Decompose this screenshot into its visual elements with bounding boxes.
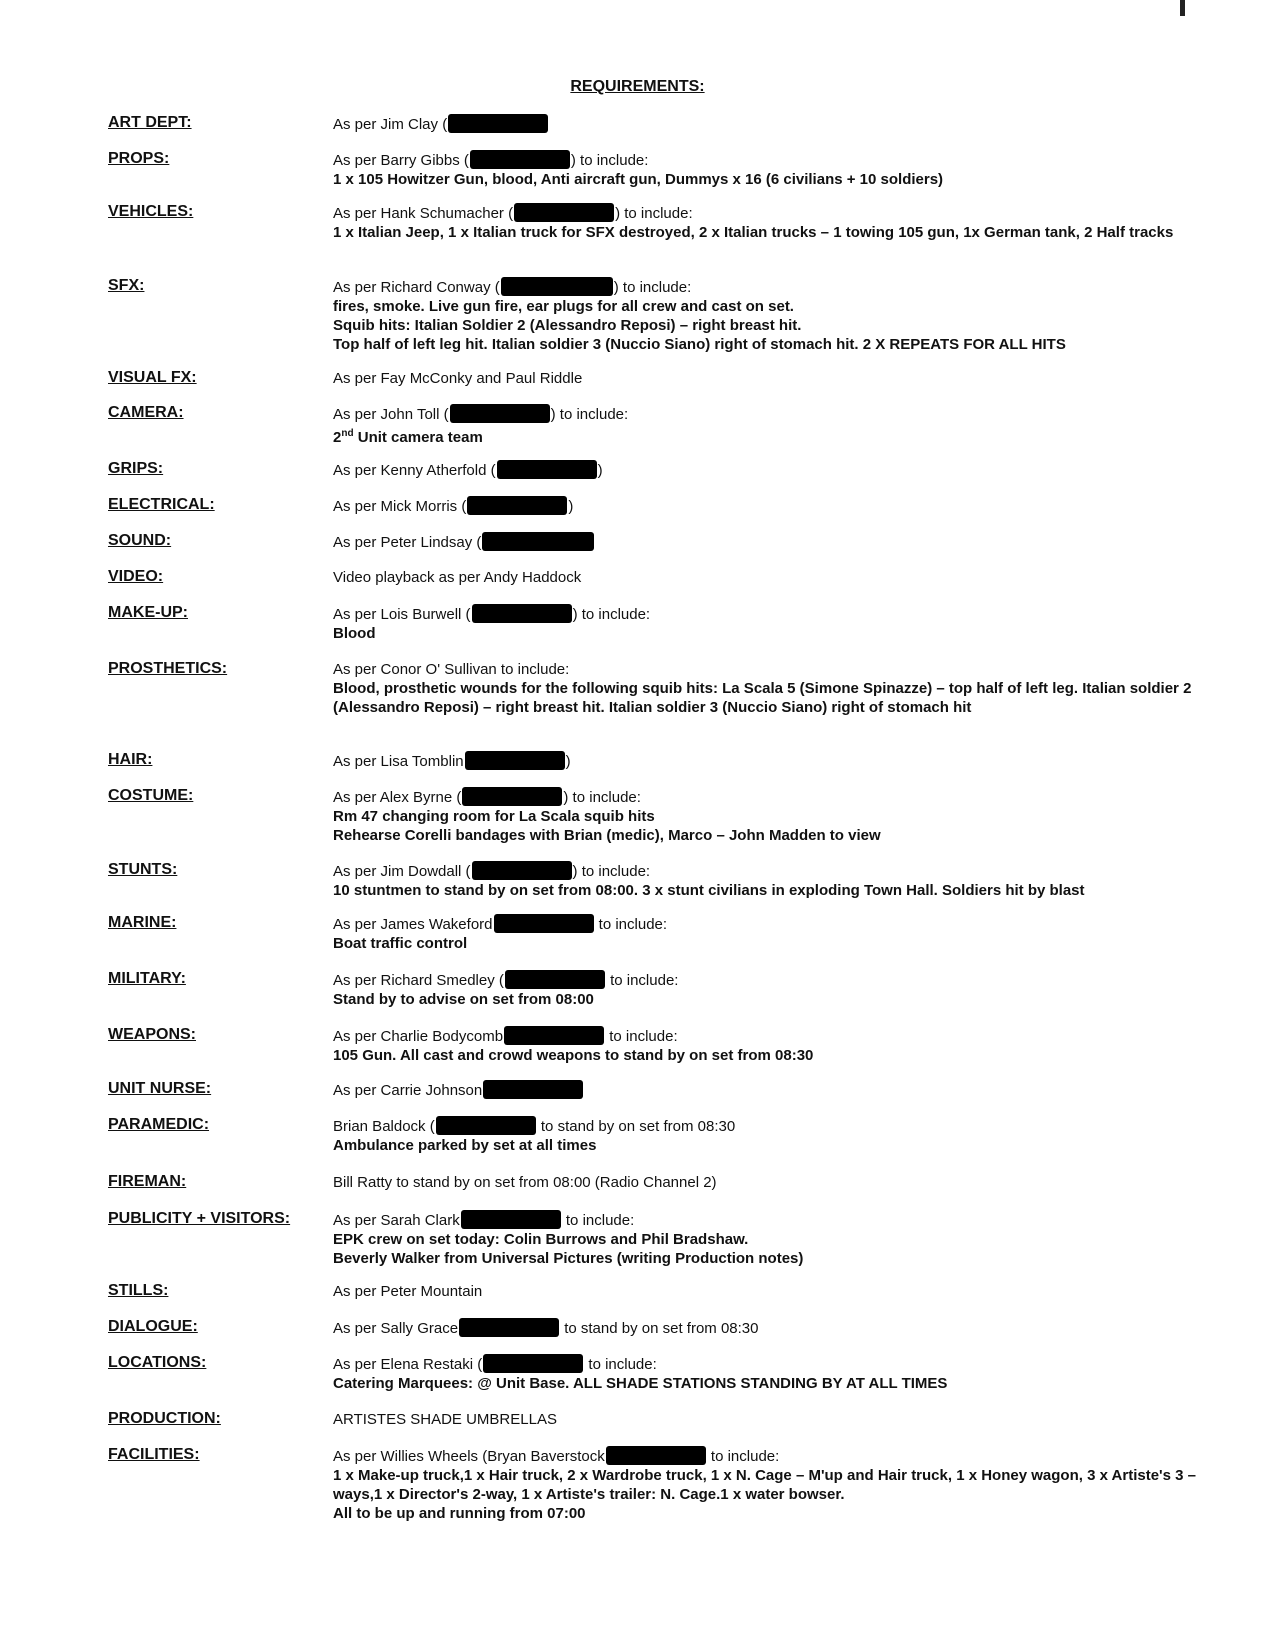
requirement-contact bbox=[333, 1318, 1213, 1338]
redaction-bar bbox=[504, 1026, 604, 1045]
requirement-content bbox=[333, 568, 1213, 587]
requirement-contact bbox=[333, 1026, 1213, 1046]
requirement-content bbox=[333, 1318, 1213, 1338]
requirement-detail: Catering Marquees: @ Unit Base. ALL SHADE STATIONS STANDING BY AT ALL TIMES bbox=[333, 1375, 948, 1392]
requirement-content bbox=[333, 496, 1213, 516]
requirement-content bbox=[333, 970, 1213, 1009]
department-label: MILITARY: bbox=[108, 970, 186, 987]
requirement-detail: All to be up and running from 07:00 bbox=[333, 1505, 586, 1522]
department-label: SFX: bbox=[108, 277, 145, 294]
contact-text: As per Mick Morris ( bbox=[333, 498, 467, 515]
requirement-detail: Boat traffic control bbox=[333, 935, 468, 952]
requirement-contact bbox=[333, 861, 1213, 881]
requirement-contact bbox=[333, 369, 1213, 388]
redaction-bar bbox=[461, 1210, 561, 1229]
requirement-contact bbox=[333, 1173, 1213, 1192]
requirement-detail: 1 x Italian Jeep, 1 x Italian truck for SFX destroyed, 2 x Italian trucks – 1 towing 105 gun, 1x German tank, 2 Half tracks bbox=[333, 224, 1174, 241]
requirement-content bbox=[333, 277, 1213, 354]
contact-suffix: to stand by on set from 08:30 bbox=[560, 1320, 759, 1337]
requirement-content bbox=[333, 1282, 1213, 1301]
department-label: ELECTRICAL: bbox=[108, 496, 215, 513]
department-label: LOCATIONS: bbox=[108, 1354, 207, 1371]
contact-text: As per Hank Schumacher ( bbox=[333, 205, 514, 222]
contact-text: As per Richard Conway ( bbox=[333, 279, 500, 296]
requirement-detail: Ambulance parked by set at all times bbox=[333, 1137, 597, 1154]
department-label: VEHICLES: bbox=[108, 203, 194, 220]
redaction-bar bbox=[482, 532, 594, 551]
contact-text: As per Conor O' Sullivan to include: bbox=[333, 661, 570, 678]
department-label: PROPS: bbox=[108, 150, 170, 167]
contact-suffix: to include: bbox=[561, 1212, 635, 1229]
contact-text: Bill Ratty to stand by on set from 08:00 (Radio Channel 2) bbox=[333, 1174, 717, 1191]
contact-text: Brian Baldock ( bbox=[333, 1118, 435, 1135]
contact-text: As per James Wakeford bbox=[333, 916, 493, 933]
contact-suffix: to include: bbox=[605, 1028, 678, 1045]
requirement-detail: Beverly Walker from Universal Pictures (writing Production notes) bbox=[333, 1250, 804, 1267]
department-label: FIREMAN: bbox=[108, 1173, 187, 1190]
requirement-content bbox=[333, 532, 1213, 552]
contact-text: As per Lisa Tomblin bbox=[333, 753, 464, 770]
requirement-contact bbox=[333, 1446, 1213, 1466]
requirement-content bbox=[333, 114, 1213, 134]
contact-text: As per John Toll ( bbox=[333, 406, 449, 423]
requirement-content bbox=[333, 751, 1213, 771]
requirement-content bbox=[333, 787, 1213, 845]
contact-text: As per Willies Wheels (Bryan Baverstock bbox=[333, 1448, 605, 1465]
requirement-contact bbox=[333, 970, 1213, 990]
requirement-detail: 1 x Make-up truck,1 x Hair truck, 2 x Wardrobe truck, 1 x N. Cage – M'up and Hair truck, 1 x Honey wagon, 3 x Artiste's 3 –ways,1 x Director's 2-way, 1 x Artiste's trailer: N. Cage.1 x water bowser. bbox=[333, 1467, 1196, 1503]
contact-suffix: to include: bbox=[584, 1356, 657, 1373]
redaction-bar bbox=[459, 1318, 559, 1337]
requirement-detail: Squib hits: Italian Soldier 2 (Alessandro Reposi) – right breast hit. bbox=[333, 317, 802, 334]
department-label: PUBLICITY + VISITORS: bbox=[108, 1210, 291, 1227]
scan-mark bbox=[1180, 0, 1185, 16]
requirement-content bbox=[333, 1173, 1213, 1192]
requirement-contact bbox=[333, 660, 1213, 679]
department-label: STILLS: bbox=[108, 1282, 169, 1299]
requirement-contact bbox=[333, 203, 1213, 223]
requirement-content bbox=[333, 1410, 1213, 1429]
requirement-content bbox=[333, 1116, 1213, 1155]
requirement-content bbox=[333, 660, 1213, 717]
contact-suffix: ) to include: bbox=[572, 606, 651, 623]
contact-suffix: to stand by on set from 08:30 bbox=[536, 1118, 736, 1135]
department-label: FACILITIES: bbox=[108, 1446, 200, 1463]
department-label: PARAMEDIC: bbox=[108, 1116, 210, 1133]
redaction-bar bbox=[501, 277, 613, 296]
contact-text: As per Sally Grace bbox=[333, 1320, 459, 1337]
requirement-detail: fires, smoke. Live gun fire, ear plugs for all crew and cast on set. bbox=[333, 298, 794, 315]
contact-suffix: ) to include: bbox=[615, 205, 693, 222]
page-title: REQUIREMENTS: bbox=[570, 78, 705, 95]
department-label: VISUAL FX: bbox=[108, 369, 197, 386]
requirement-detail: Top half of left leg hit. Italian soldier 3 (Nuccio Siano) right of stomach hit. 2 X REPEATS FOR ALL HITS bbox=[333, 336, 1066, 353]
requirement-content bbox=[333, 1210, 1213, 1268]
department-label: UNIT NURSE: bbox=[108, 1080, 212, 1097]
redaction-bar bbox=[606, 1446, 706, 1465]
redaction-bar bbox=[436, 1116, 536, 1135]
department-label: MAKE-UP: bbox=[108, 604, 188, 621]
requirement-contact bbox=[333, 1080, 1213, 1100]
contact-text: As per Elena Restaki ( bbox=[333, 1356, 483, 1373]
department-label: ART DEPT: bbox=[108, 114, 192, 131]
contact-suffix: ) to include: bbox=[563, 789, 641, 806]
redaction-bar bbox=[505, 970, 605, 989]
requirement-contact bbox=[333, 114, 1213, 134]
department-label: STUNTS: bbox=[108, 861, 178, 878]
redaction-bar bbox=[514, 203, 614, 222]
contact-text: As per Barry Gibbs ( bbox=[333, 152, 469, 169]
requirement-contact bbox=[333, 1410, 1213, 1429]
requirement-detail: Blood, prosthetic wounds for the following squib hits: La Scala 5 (Simone Spinazze) – top half of left leg. Italian soldier 2 (Alessandro Reposi) – right breast hit. Italian soldier 3 (Nuccio Siano) right of stomach hit bbox=[333, 680, 1192, 716]
contact-text: As per Jim Dowdall ( bbox=[333, 863, 471, 880]
redaction-bar bbox=[472, 861, 572, 880]
requirement-content bbox=[333, 404, 1213, 447]
department-label: HAIR: bbox=[108, 751, 153, 768]
requirement-detail: Stand by to advise on set from 08:00 bbox=[333, 991, 594, 1008]
redaction-bar bbox=[462, 787, 562, 806]
redaction-bar bbox=[470, 150, 570, 169]
requirement-content bbox=[333, 604, 1213, 643]
requirement-contact bbox=[333, 1282, 1213, 1301]
contact-suffix: ) to include: bbox=[572, 863, 651, 880]
contact-text: As per Kenny Atherfold ( bbox=[333, 462, 496, 479]
requirement-content bbox=[333, 369, 1213, 388]
contact-text: ARTISTES SHADE UMBRELLAS bbox=[333, 1411, 557, 1428]
contact-text: As per Carrie Johnson bbox=[333, 1082, 483, 1099]
department-label: SOUND: bbox=[108, 532, 172, 549]
requirement-content bbox=[333, 1026, 1213, 1065]
requirement-content bbox=[333, 460, 1213, 480]
redaction-bar bbox=[472, 604, 572, 623]
requirement-contact bbox=[333, 1354, 1213, 1374]
contact-suffix: to include: bbox=[594, 916, 668, 933]
requirement-contact bbox=[333, 604, 1213, 624]
contact-suffix: ) bbox=[568, 498, 574, 515]
requirement-contact bbox=[333, 1210, 1213, 1230]
contact-suffix: to include: bbox=[605, 972, 679, 989]
contact-suffix: ) to include: bbox=[613, 279, 692, 296]
requirement-detail: 105 Gun. All cast and crowd weapons to stand by on set from 08:30 bbox=[333, 1047, 814, 1064]
department-label: COSTUME: bbox=[108, 787, 194, 804]
requirement-contact bbox=[333, 404, 1213, 424]
department-label: DIALOGUE: bbox=[108, 1318, 198, 1335]
contact-suffix: to include: bbox=[706, 1448, 780, 1465]
department-label: VIDEO: bbox=[108, 568, 164, 585]
requirement-contact bbox=[333, 532, 1213, 552]
requirement-contact bbox=[333, 150, 1213, 170]
requirement-contact bbox=[333, 787, 1213, 807]
requirement-contact bbox=[333, 1116, 1213, 1136]
redaction-bar bbox=[467, 496, 567, 515]
requirement-content bbox=[333, 150, 1213, 189]
requirement-detail: EPK crew on set today: Colin Burrows and Phil Bradshaw. bbox=[333, 1231, 749, 1248]
requirement-detail: 10 stuntmen to stand by on set from 08:00. 3 x stunt civilians in exploding Town Hall. Soldiers hit by blast bbox=[333, 882, 1085, 899]
requirement-detail: Rehearse Corelli bandages with Brian (medic), Marco – John Madden to view bbox=[333, 827, 881, 844]
requirement-content bbox=[333, 1446, 1213, 1523]
department-label: PRODUCTION: bbox=[108, 1410, 221, 1427]
contact-text: As per Peter Mountain bbox=[333, 1283, 483, 1300]
requirement-detail: 2nd Unit camera team bbox=[333, 428, 483, 446]
requirement-detail: Blood bbox=[333, 625, 376, 642]
requirement-contact bbox=[333, 751, 1213, 771]
contact-text: As per Sarah Clark bbox=[333, 1212, 460, 1229]
contact-suffix: ) to include: bbox=[570, 152, 649, 169]
redaction-bar bbox=[497, 460, 597, 479]
redaction-bar bbox=[465, 751, 565, 770]
requirement-content bbox=[333, 914, 1213, 953]
contact-text: As per Lois Burwell ( bbox=[333, 606, 471, 623]
department-label: CAMERA: bbox=[108, 404, 184, 421]
department-label: PROSTHETICS: bbox=[108, 660, 228, 677]
requirement-contact bbox=[333, 460, 1213, 480]
requirement-contact bbox=[333, 914, 1213, 934]
redaction-bar bbox=[483, 1080, 583, 1099]
requirement-contact bbox=[333, 568, 1213, 587]
requirement-content bbox=[333, 1080, 1213, 1100]
requirement-detail: 1 x 105 Howitzer Gun, blood, Anti aircraft gun, Dummys x 16 (6 civilians + 10 soldiers) bbox=[333, 171, 944, 188]
requirement-contact bbox=[333, 277, 1213, 297]
department-label: WEAPONS: bbox=[108, 1026, 196, 1043]
contact-text: As per Richard Smedley ( bbox=[333, 972, 504, 989]
contact-suffix: ) to include: bbox=[550, 406, 629, 423]
department-label: GRIPS: bbox=[108, 460, 164, 477]
department-label: MARINE: bbox=[108, 914, 177, 931]
requirement-content bbox=[333, 861, 1213, 900]
contact-text: As per Alex Byrne ( bbox=[333, 789, 462, 806]
redaction-bar bbox=[448, 114, 548, 133]
contact-text: As per Fay McConky and Paul Riddle bbox=[333, 370, 583, 387]
contact-text: As per Peter Lindsay ( bbox=[333, 534, 482, 551]
redaction-bar bbox=[483, 1354, 583, 1373]
contact-text: As per Charlie Bodycomb bbox=[333, 1028, 504, 1045]
requirement-detail: Rm 47 changing room for La Scala squib hits bbox=[333, 808, 655, 825]
requirement-content bbox=[333, 203, 1213, 242]
requirement-content bbox=[333, 1354, 1213, 1393]
contact-suffix: ) bbox=[597, 462, 603, 479]
contact-text: Video playback as per Andy Haddock bbox=[333, 569, 582, 586]
contact-suffix: ) bbox=[565, 753, 571, 770]
redaction-bar bbox=[494, 914, 594, 933]
requirement-contact bbox=[333, 496, 1213, 516]
redaction-bar bbox=[450, 404, 550, 423]
contact-text: As per Jim Clay ( bbox=[333, 116, 448, 133]
